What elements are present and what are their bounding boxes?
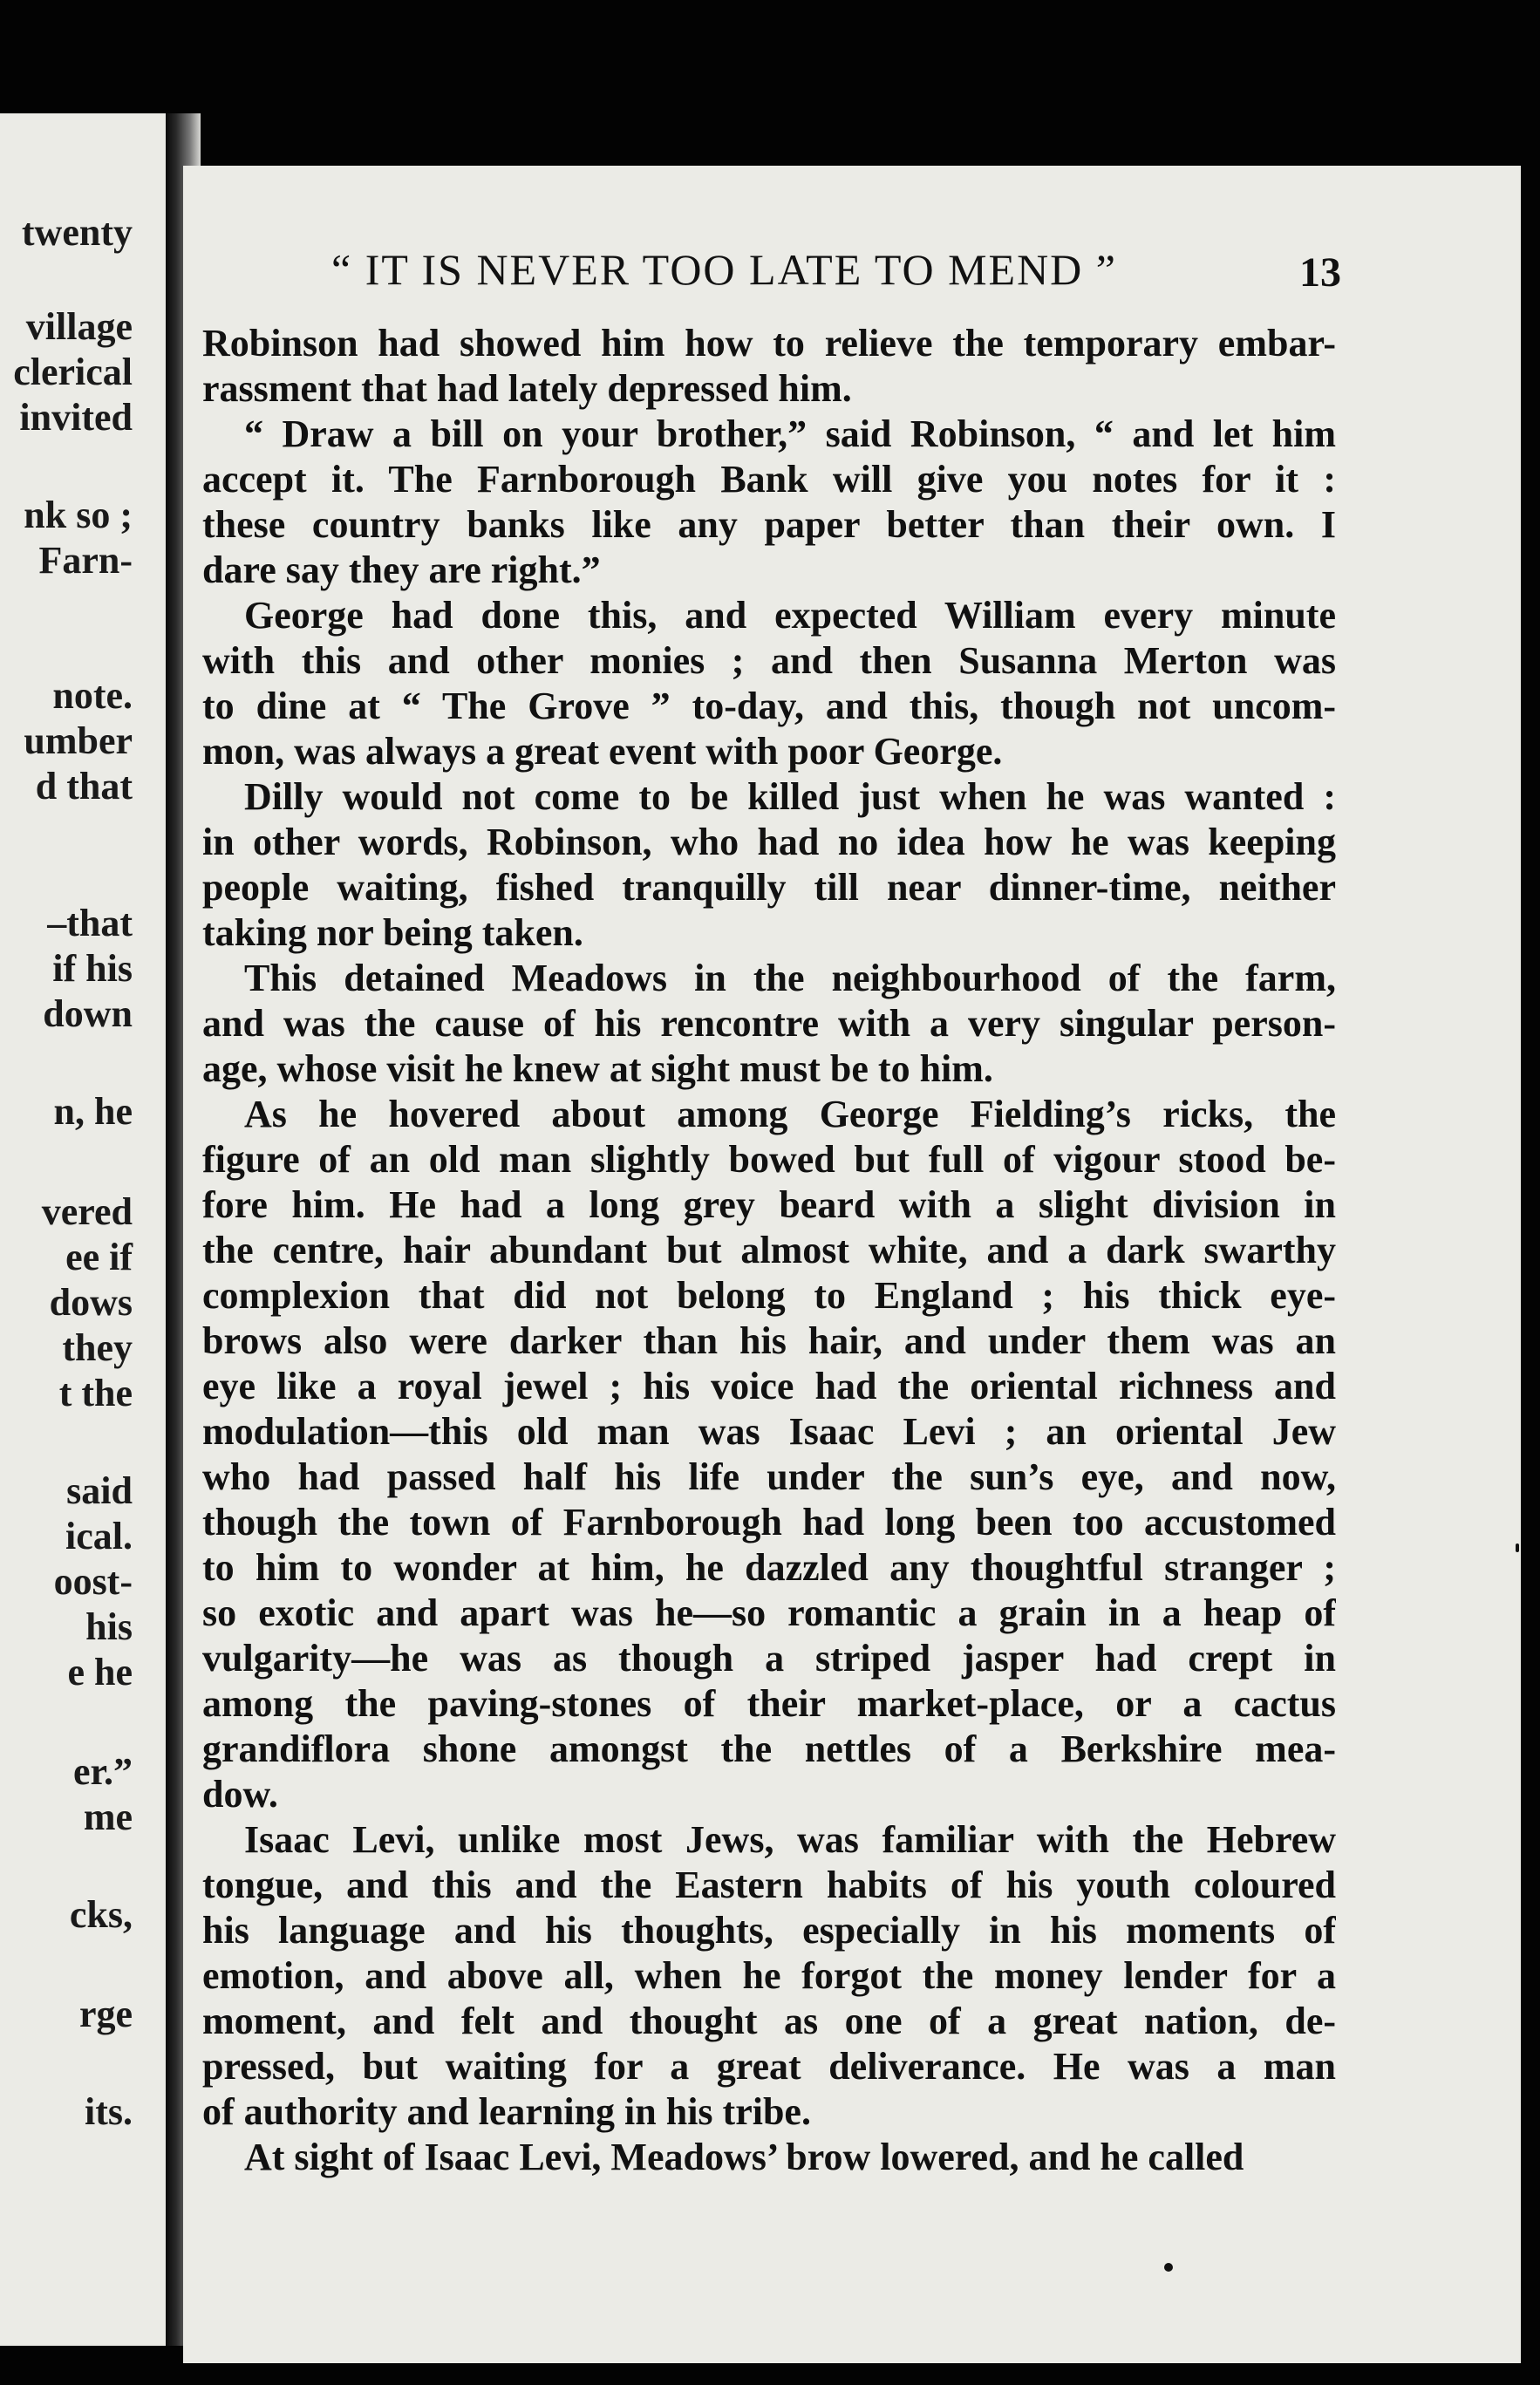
facing-page-line: village xyxy=(25,305,133,348)
text-line: modulation—this old man was Isaac Levi ; an oriental Jew xyxy=(202,1410,1336,1453)
text-line: and was the cause of his rencontre with a very singular person- xyxy=(202,1002,1336,1045)
facing-page-line: invited xyxy=(19,396,133,439)
facing-page-line: t the xyxy=(58,1372,133,1414)
text-line: accept it. The Farnborough Bank will give you notes for it : xyxy=(202,458,1336,501)
text-line: brows also were darker than his hair, and under them was an xyxy=(202,1319,1336,1362)
facing-page-line: dows xyxy=(49,1281,133,1324)
facing-page-line: twenty xyxy=(21,211,133,254)
text-line: taking nor being taken. xyxy=(202,911,583,954)
text-line: eye like a royal jewel ; his voice had the oriental richness and xyxy=(202,1365,1336,1407)
text-line: At sight of Isaac Levi, Meadows’ brow lowered, and he called xyxy=(244,2136,1244,2178)
facing-page-line: er.” xyxy=(72,1750,133,1793)
text-line: to him to wonder at him, he dazzled any thoughtful stranger ; xyxy=(202,1546,1336,1589)
text-line: complexion that did not belong to England ; his thick eye- xyxy=(202,1274,1336,1317)
text-line: vulgarity—he was as though a striped jasper had crept in xyxy=(202,1637,1336,1680)
text-line: these country banks like any paper better than their own. I xyxy=(202,503,1336,546)
text-line: his language and his thoughts, especially in his moments of xyxy=(202,1909,1336,1952)
text-line: figure of an old man slightly bowed but full of vigour stood be- xyxy=(202,1138,1336,1181)
facing-page-line: note. xyxy=(52,674,133,717)
text-line: emotion, and above all, when he forgot the money lender for a xyxy=(202,1954,1336,1997)
facing-page-line: oost- xyxy=(53,1560,133,1603)
text-line: people waiting, fished tranquilly till near dinner-time, neither xyxy=(202,866,1336,909)
text-line: to dine at “ The Grove ” to-day, and this, though not uncom- xyxy=(202,685,1336,727)
body-text xyxy=(202,321,1336,2180)
text-line: rassment that had lately depressed him. xyxy=(202,367,852,410)
text-line: of authority and learning in his tribe. xyxy=(202,2090,811,2133)
text-line: among the paving-stones of their market-place, or a cactus xyxy=(202,1682,1336,1725)
facing-page-line: down xyxy=(43,992,133,1035)
ink-speck xyxy=(1516,1543,1519,1552)
text-line: This detained Meadows in the neighbourhood of the farm, xyxy=(244,957,1336,999)
facing-page-fragment xyxy=(0,113,166,2346)
text-line: fore him. He had a long grey beard with a slight division in xyxy=(202,1183,1336,1226)
facing-page-line: its. xyxy=(85,2090,133,2133)
facing-page-line: n, he xyxy=(53,1090,133,1133)
facing-page-line: –that xyxy=(47,902,133,944)
text-line: age, whose visit he knew at sight must be to him. xyxy=(202,1047,993,1090)
text-line: George had done this, and expected William every minute xyxy=(244,594,1336,637)
facing-page-line: me xyxy=(83,1796,133,1838)
text-line: “ Draw a bill on your brother,” said Robinson, “ and let him xyxy=(244,412,1336,455)
text-line: moment, and felt and thought as one of a great nation, de- xyxy=(202,2000,1336,2042)
running-head: “ IT IS NEVER TOO LATE TO MEND ” xyxy=(331,245,1117,294)
text-line: who had passed half his life under the sun’s eye, and now, xyxy=(202,1455,1336,1498)
text-line: dow. xyxy=(202,1773,278,1816)
facing-page-line: Farn- xyxy=(38,539,133,582)
text-line: though the town of Farnborough had long been too accustomed xyxy=(202,1501,1336,1543)
text-line: Isaac Levi, unlike most Jews, was familiar with the Hebrew xyxy=(244,1818,1336,1861)
facing-page-line: d that xyxy=(35,765,133,807)
text-line: with this and other monies ; and then Susanna Merton was xyxy=(202,639,1336,682)
facing-page-line: if his xyxy=(52,947,133,990)
text-line: grandiflora shone amongst the nettles of a Berkshire mea- xyxy=(202,1727,1336,1770)
facing-page-line: cks, xyxy=(69,1893,133,1936)
page-number: 13 xyxy=(1299,249,1341,296)
facing-page-line: e he xyxy=(67,1651,133,1693)
facing-page-line: they xyxy=(62,1326,133,1369)
text-line: As he hovered about among George Fielding’s ricks, the xyxy=(244,1093,1336,1135)
facing-page-line: umber xyxy=(24,719,133,762)
facing-page-line: vered xyxy=(41,1190,133,1233)
text-line: the centre, hair abundant but almost white, and a dark swarthy xyxy=(202,1229,1336,1271)
text-line: Dilly would not come to be killed just when he was wanted : xyxy=(244,775,1336,818)
facing-page-line: rge xyxy=(78,1993,133,2035)
facing-page-line: ical. xyxy=(65,1515,133,1557)
text-line: pressed, but waiting for a great deliverance. He was a man xyxy=(202,2045,1336,2088)
text-line: in other words, Robinson, who had no idea how he was keeping xyxy=(202,821,1336,863)
text-line: Robinson had showed him how to relieve the temporary embar- xyxy=(202,322,1336,365)
facing-page-line: said xyxy=(66,1469,133,1512)
facing-page-line: his xyxy=(85,1605,133,1648)
facing-page-line: clerical xyxy=(13,351,133,393)
facing-page-line: nk so ; xyxy=(24,494,133,536)
facing-page-line: ee if xyxy=(65,1236,133,1278)
text-line: tongue, and this and the Eastern habits of his youth coloured xyxy=(202,1864,1336,1906)
text-line: so exotic and apart was he—so romantic a grain in a heap of xyxy=(202,1591,1336,1634)
ink-speck xyxy=(1164,2263,1173,2272)
text-line: dare say they are right.” xyxy=(202,549,601,591)
text-line: mon, was always a great event with poor George. xyxy=(202,730,1003,773)
